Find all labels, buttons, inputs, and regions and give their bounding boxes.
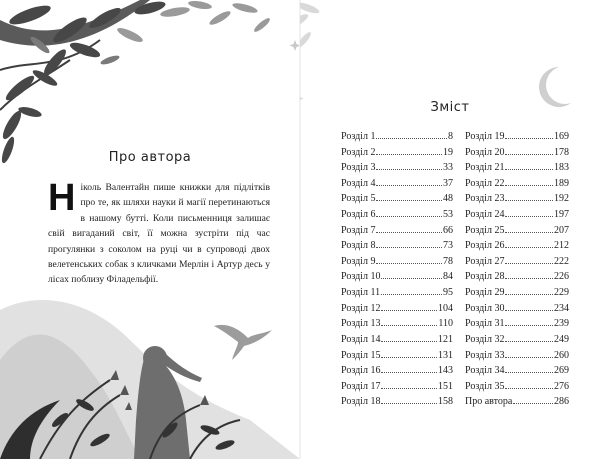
- toc-dot-leader: [376, 144, 442, 155]
- toc-entry[interactable]: [465, 175, 569, 191]
- toc-entry-label: Розділ 7: [341, 224, 376, 236]
- toc-entry-page: 95: [443, 287, 453, 299]
- toc-left-column: [341, 128, 453, 409]
- toc-dot-leader: [381, 347, 437, 358]
- toc-entry-page: 249: [554, 333, 569, 345]
- toc-entry[interactable]: [341, 268, 453, 284]
- toc-entry-label: Розділ 30: [465, 302, 505, 314]
- toc-entry[interactable]: [465, 144, 569, 160]
- toc-entry-label: Розділ 17: [341, 380, 381, 392]
- toc-entry-page: 222: [554, 255, 569, 267]
- toc-entry-label: Розділ 9: [341, 255, 376, 267]
- toc-dot-leader: [381, 300, 437, 311]
- toc-entry-page: 33: [443, 162, 453, 174]
- toc-dot-leader: [381, 378, 437, 389]
- toc-entry[interactable]: [341, 284, 453, 300]
- toc-dot-leader: [505, 315, 553, 326]
- toc-entry-page: 143: [438, 365, 453, 377]
- toc-entry[interactable]: [465, 206, 569, 222]
- toc-dot-leader: [381, 268, 442, 279]
- toc-entry[interactable]: [341, 347, 453, 363]
- toc-dot-leader: [381, 284, 442, 295]
- toc-entry-page: 19: [443, 146, 453, 158]
- toc-entry-label: Розділ 29: [465, 287, 505, 299]
- drop-cap: Н: [48, 177, 76, 219]
- toc-entry-label: Розділ 1: [341, 131, 376, 142]
- toc-entry[interactable]: [341, 393, 453, 409]
- toc-entry[interactable]: [465, 300, 569, 316]
- toc-dot-leader: [381, 331, 437, 342]
- toc-entry-label: Розділ 2: [341, 146, 376, 158]
- toc-entry-page: 104: [438, 302, 453, 314]
- toc-entry[interactable]: [341, 300, 453, 316]
- toc-entry-page: 178: [554, 146, 569, 158]
- toc-dot-leader: [376, 237, 442, 248]
- toc-entry-page: 151: [438, 380, 453, 392]
- toc-entry-label: Розділ 14: [341, 333, 381, 345]
- toc-entry-label: Розділ 15: [341, 349, 381, 361]
- toc-entry-page: 239: [554, 318, 569, 330]
- toc-entry-page: 158: [438, 396, 453, 408]
- toc-entry-label: Розділ 32: [465, 333, 505, 345]
- toc-dot-leader: [381, 315, 437, 326]
- toc-entry[interactable]: [465, 190, 569, 206]
- toc-entry-label: Розділ 6: [341, 209, 376, 221]
- toc-dot-leader: [513, 393, 553, 404]
- toc-entry-label: Розділ 8: [341, 240, 376, 252]
- toc-dot-leader: [376, 253, 442, 264]
- toc-entry[interactable]: [341, 222, 453, 238]
- toc-dot-leader: [505, 378, 553, 389]
- toc-entry[interactable]: [465, 222, 569, 238]
- toc-dot-leader: [505, 253, 553, 264]
- toc-dot-leader: [505, 362, 553, 373]
- toc-entry-page: 131: [438, 349, 453, 361]
- toc-entry-page: 73: [443, 240, 453, 252]
- toc-entry-page: 234: [554, 302, 569, 314]
- toc-entry-label: Розділ 12: [341, 302, 381, 314]
- toc-entry-page: 48: [443, 193, 453, 205]
- toc-entry-label: Розділ 23: [465, 193, 505, 205]
- toc-entry-page: 192: [554, 193, 569, 205]
- toc-entry-page: 110: [438, 318, 453, 330]
- about-author-title: Про автора: [108, 150, 192, 165]
- toc-entry-label: Розділ 24: [465, 209, 505, 221]
- toc-entry-label: Розділ 21: [465, 162, 505, 174]
- toc-entry-label: Розділ 22: [465, 177, 505, 189]
- toc-entry-page: 286: [554, 396, 569, 408]
- toc-entry-label: Розділ 11: [341, 287, 381, 299]
- toc-entry[interactable]: [341, 175, 453, 191]
- toc-entry-page: 260: [554, 349, 569, 361]
- toc-entry[interactable]: [465, 378, 569, 394]
- toc-entry-page: 8: [448, 131, 453, 142]
- toc-entry[interactable]: [341, 190, 453, 206]
- toc-dot-leader: [505, 190, 553, 201]
- toc-entry-label: Розділ 31: [465, 318, 505, 330]
- toc-entry-page: 121: [438, 333, 453, 345]
- toc-entry-label: Розділ 20: [465, 146, 505, 158]
- toc-entry[interactable]: [341, 331, 453, 347]
- toc-entry[interactable]: [465, 253, 569, 269]
- toc-entry-label: Розділ 26: [465, 240, 505, 252]
- toc-entry-page: 53: [443, 209, 453, 221]
- toc-entry[interactable]: [465, 347, 569, 363]
- toc-entry-page: 226: [554, 271, 569, 283]
- toc-dot-leader: [381, 393, 437, 404]
- toc-dot-leader: [376, 175, 442, 186]
- leaf-branches-icon: [0, 0, 167, 165]
- toc-entry-label: Розділ 34: [465, 365, 505, 377]
- toc-entry[interactable]: [341, 362, 453, 378]
- toc-title: Зміст: [430, 100, 470, 115]
- toc-entry[interactable]: [341, 159, 453, 175]
- toc-entry-page: 269: [554, 365, 569, 377]
- toc-entry-page: 212: [554, 240, 569, 252]
- about-author-text: [48, 177, 270, 288]
- toc-entry[interactable]: [465, 159, 569, 175]
- toc-entry[interactable]: [465, 315, 569, 331]
- toc-entry-page: 66: [443, 224, 453, 236]
- toc-entry-label: Розділ 33: [465, 349, 505, 361]
- toc-dot-leader: [505, 175, 553, 186]
- toc-entry[interactable]: [341, 128, 453, 144]
- toc-entry-label: Розділ 10: [341, 271, 381, 283]
- toc-entry[interactable]: [341, 144, 453, 160]
- right-page: [300, 0, 600, 459]
- bird-icon: [214, 325, 272, 360]
- toc-entry-label: Розділ 5: [341, 193, 376, 205]
- toc-dot-leader: [376, 159, 442, 170]
- toc-entry-label: Розділ 19: [465, 131, 505, 142]
- toc-dot-leader: [376, 128, 447, 139]
- toc-entry[interactable]: [465, 362, 569, 378]
- toc-entry-page: 169: [554, 131, 569, 142]
- toc-entry[interactable]: [341, 253, 453, 269]
- toc-entry-label: Розділ 18: [341, 396, 381, 408]
- toc-entry-label: Розділ 16: [341, 365, 381, 377]
- toc-entry[interactable]: [341, 315, 453, 331]
- toc-entry[interactable]: [465, 268, 569, 284]
- about-author-body: іколь Валентайн пише книжки для підлітків про те, як шляхи науки й магії перетинаються в нашому бутті. Коли письменниця залишає свій вигаданий світ, її можна зустріти під час прогулянки з соколом на руці чи в супроводі двох велетенських собак з кличками Мерлін і Артур десь у лісах поблизу Філадельфії.: [48, 182, 270, 286]
- toc-entry-page: 183: [554, 162, 569, 174]
- toc-entry[interactable]: [341, 378, 453, 394]
- toc-entry[interactable]: [465, 128, 569, 144]
- toc-entry-page: 229: [554, 287, 569, 299]
- toc-dot-leader: [505, 237, 553, 248]
- toc-entry-label: Розділ 13: [341, 318, 381, 330]
- toc-dot-leader: [505, 159, 553, 170]
- toc-entry-label: Розділ 25: [465, 224, 505, 236]
- toc-right-column: [465, 128, 569, 409]
- toc-dot-leader: [381, 362, 437, 373]
- toc-entry[interactable]: [341, 237, 453, 253]
- toc-entry-label: Розділ 35: [465, 380, 505, 392]
- leaf-branches-icon: [300, 1, 320, 50]
- toc-entry-label: Розділ 28: [465, 271, 505, 283]
- toc-entry-page: 84: [443, 271, 453, 283]
- star-icon: [300, 118, 301, 126]
- toc-dot-leader: [505, 144, 553, 155]
- toc-entry[interactable]: [465, 393, 569, 409]
- toc-entry-page: 197: [554, 209, 569, 221]
- toc-dot-leader: [505, 268, 553, 279]
- toc-dot-leader: [505, 222, 553, 233]
- toc-dot-leader: [505, 284, 553, 295]
- toc-dot-leader: [505, 300, 553, 311]
- toc-dot-leader: [505, 331, 553, 342]
- toc-entry-page: 276: [554, 380, 569, 392]
- toc-entry-label: Розділ 3: [341, 162, 376, 174]
- toc-entry-label: Про автора: [465, 396, 513, 408]
- toc-dot-leader: [505, 128, 553, 139]
- toc-dot-leader: [376, 222, 442, 233]
- toc-entry-page: 189: [554, 177, 569, 189]
- toc-entry-label: Розділ 4: [341, 177, 376, 189]
- toc-entry[interactable]: [465, 331, 569, 347]
- toc-entry-page: 78: [443, 255, 453, 267]
- toc-dot-leader: [505, 347, 553, 358]
- toc-dot-leader: [376, 206, 442, 217]
- toc-entry[interactable]: [465, 284, 569, 300]
- toc-dot-leader: [376, 190, 442, 201]
- toc-entry[interactable]: [465, 237, 569, 253]
- toc-entry-page: 207: [554, 224, 569, 236]
- toc-entry-page: 37: [443, 177, 453, 189]
- toc-entry[interactable]: [341, 206, 453, 222]
- toc-dot-leader: [505, 206, 553, 217]
- toc-entry-label: Розділ 27: [465, 255, 505, 267]
